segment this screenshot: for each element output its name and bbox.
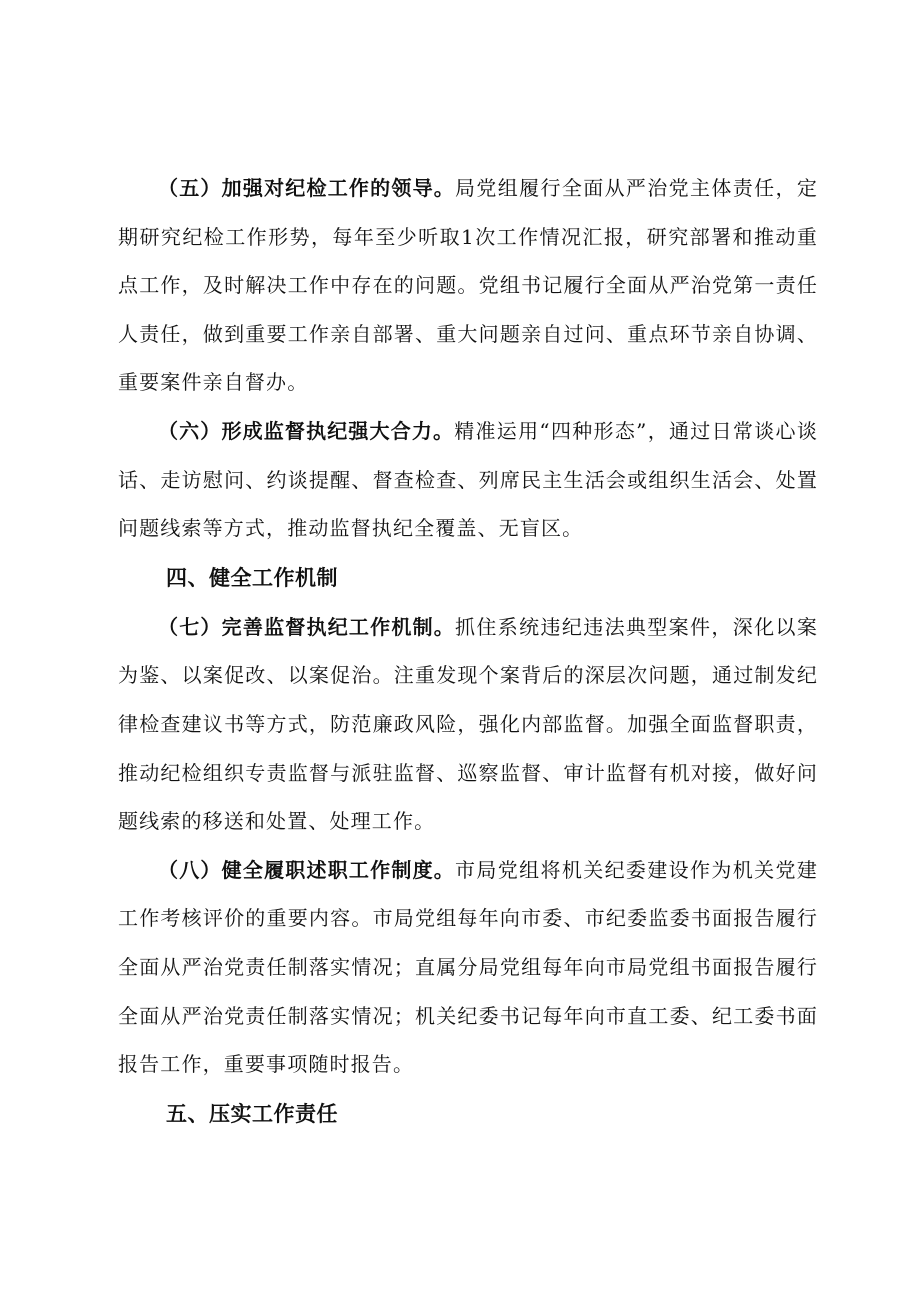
paragraph-7-lead: （七）完善监督执纪工作机制。 (158, 614, 456, 639)
paragraph-8-lead: （八）健全履职述职工作制度。 (158, 857, 456, 882)
paragraph-8-body: 市局党组将机关纪委建设作为机关党建工作考核评价的重要内容。市局党组每年向市委、市纪委监委书面报告履行全面从严治党责任制落实情况；直属分局党组每年向市局党组书面报告履行全面从严治党责任制落实情况；机关纪委书记每年向市直工委、纪工委书面报告工作，重要事项随时报告。 (118, 857, 818, 1077)
paragraph-6-lead: （六）形成监督执纪强大合力。 (158, 418, 455, 443)
paragraph-5-lead: （五）加强对纪检工作的领导。 (158, 176, 456, 200)
paragraph-8 (118, 846, 818, 1089)
paragraph-7-body: 抓住系统违纪违法典型案件，深化以案为鉴、以案促改、以案促治。注重发现个案背后的深层次问题，通过制发纪律检查建议书等方式，防范廉政风险，强化内部监督。加强全面监督职责，推动纪检组织专责监督与派驻监督、巡察监督、审计监督有机对接，做好问题线索的移送和处置、处理工作。 (118, 614, 818, 834)
document-body (118, 164, 818, 1139)
section-heading-5: 五、压实工作责任 (166, 1101, 338, 1126)
paragraph-5-body: 局党组履行全面从严治党主体责任，定期研究纪检工作形势，每年至少听取1次工作情况汇报，研究部署和推动重点工作，及时解决工作中存在的问题。党组书记履行全面从严治党第一责任人责任，做到重要工作亲自部署、重大问题亲自过问、重点环节亲自协调、重要案件亲自督办。 (118, 176, 818, 395)
section-heading-4: 四、健全工作机制 (166, 565, 338, 590)
paragraph-6 (118, 407, 818, 553)
paragraph-6-body: 精准运用“四种形态”，通过日常谈心谈话、走访慰问、约谈提醒、督查检查、列席民主生活会或组织生活会、处置问题线索等方式，推动监督执纪全覆盖、无盲区。 (118, 418, 818, 541)
paragraph-5 (118, 164, 818, 407)
paragraph-7 (118, 603, 818, 846)
